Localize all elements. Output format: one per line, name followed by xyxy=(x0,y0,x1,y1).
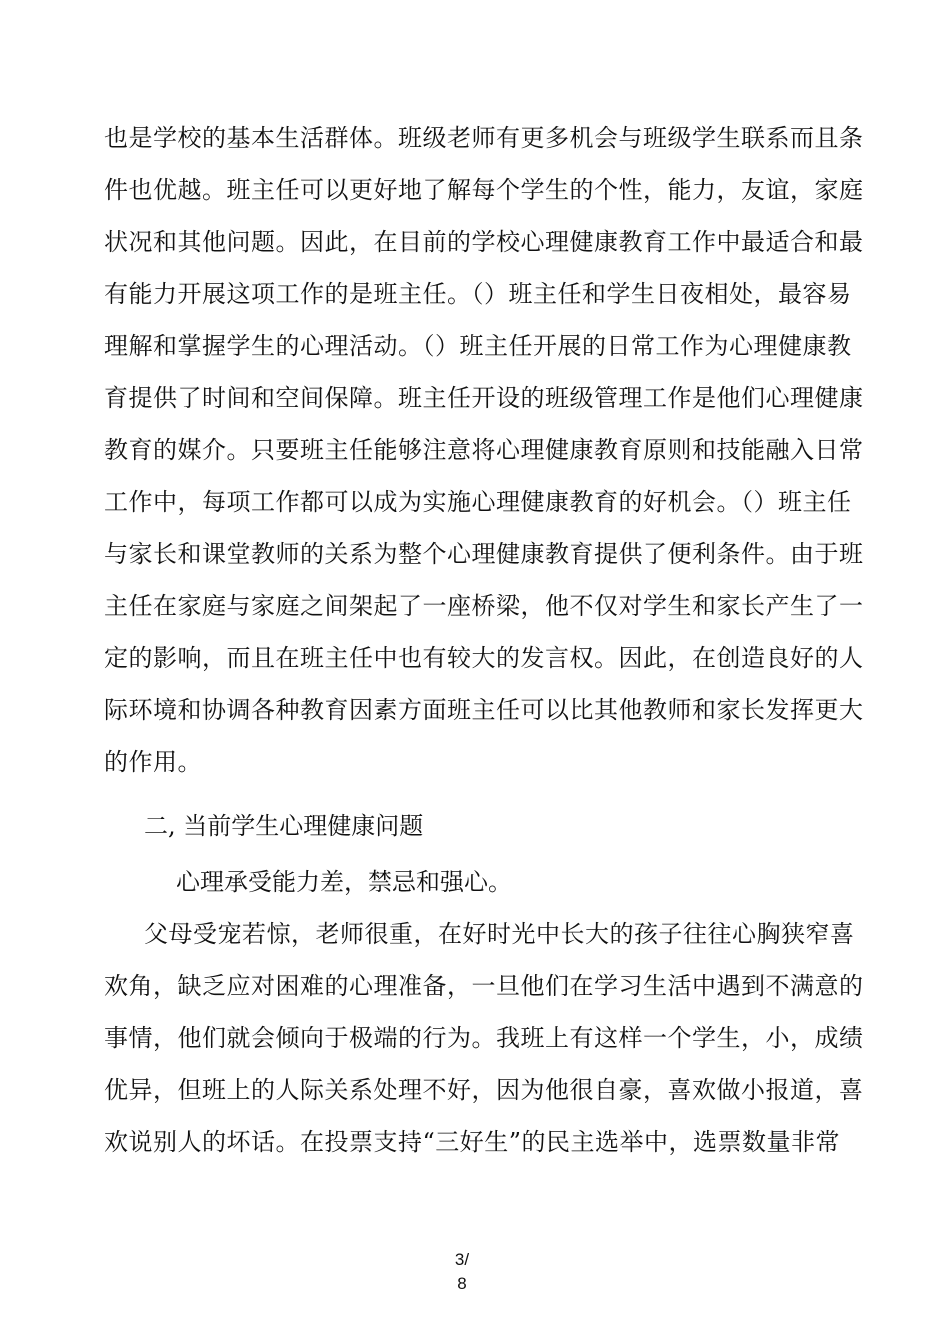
paragraph-line: 欢说别人的坏话。在投票支持“三好生”的民主选举中，选票数量非常 xyxy=(104,1128,841,1156)
paragraph-line: 主任在家庭与家庭之间架起了一座桥梁，他不仅对学生和家长产生了一 xyxy=(104,592,864,620)
page-number xyxy=(444,1248,480,1296)
paragraph-line: 有能力开展这项工作的是班主任。（）班主任和学生日夜相处，最容易 xyxy=(104,280,852,308)
paragraph-line: 优异，但班上的人际关系处理不好，因为他很自豪，喜欢做小报道，喜 xyxy=(104,1076,864,1104)
subheading: 心理承受能力差，禁忌和强心。 xyxy=(176,868,512,896)
paragraph-line: 际环境和协调各种教育因素方面班主任可以比其他教师和家长发挥更大 xyxy=(104,696,864,724)
paragraph-line: 育提供了时间和空间保障。班主任开设的班级管理工作是他们心理健康 xyxy=(104,384,864,412)
paragraph-line: 理解和掌握学生的心理活动。（）班主任开展的日常工作为心理健康教 xyxy=(104,332,852,360)
paragraph-line: 件也优越。班主任可以更好地了解每个学生的个性，能力，友谊，家庭 xyxy=(104,176,864,204)
paragraph-line: 父母受宠若惊，老师很重，在好时光中长大的孩子往往心胸狭窄喜 xyxy=(144,920,855,948)
paragraph-line: 教育的媒介。只要班主任能够注意将心理健康教育原则和技能融入日常 xyxy=(104,436,864,464)
section-heading: 二, 当前学生心理健康问题 xyxy=(144,812,424,840)
paragraph-line: 也是学校的基本生活群体。班级老师有更多机会与班级学生联系而且条 xyxy=(104,124,864,152)
paragraph-line: 事情，他们就会倾向于极端的行为。我班上有这样一个学生，小，成绩 xyxy=(104,1024,864,1052)
paragraph-line: 工作中，每项工作都可以成为实施心理健康教育的好机会。（）班主任 xyxy=(104,488,852,516)
page-number-total: 8 xyxy=(457,1274,467,1293)
paragraph-line: 欢角，缺乏应对困难的心理准备，一旦他们在学习生活中遇到不满意的 xyxy=(104,972,864,1000)
paragraph-line: 定的影响，而且在班主任中也有较大的发言权。因此，在创造良好的人 xyxy=(104,644,864,672)
paragraph-line: 状况和其他问题。因此，在目前的学校心理健康教育工作中最适合和最 xyxy=(104,228,864,256)
paragraph-line: 的作用。 xyxy=(104,748,202,776)
paragraph-line: 与家长和课堂教师的关系为整个心理健康教育提供了便利条件。由于班 xyxy=(104,540,864,568)
page-number-current: 3/ xyxy=(454,1250,470,1269)
